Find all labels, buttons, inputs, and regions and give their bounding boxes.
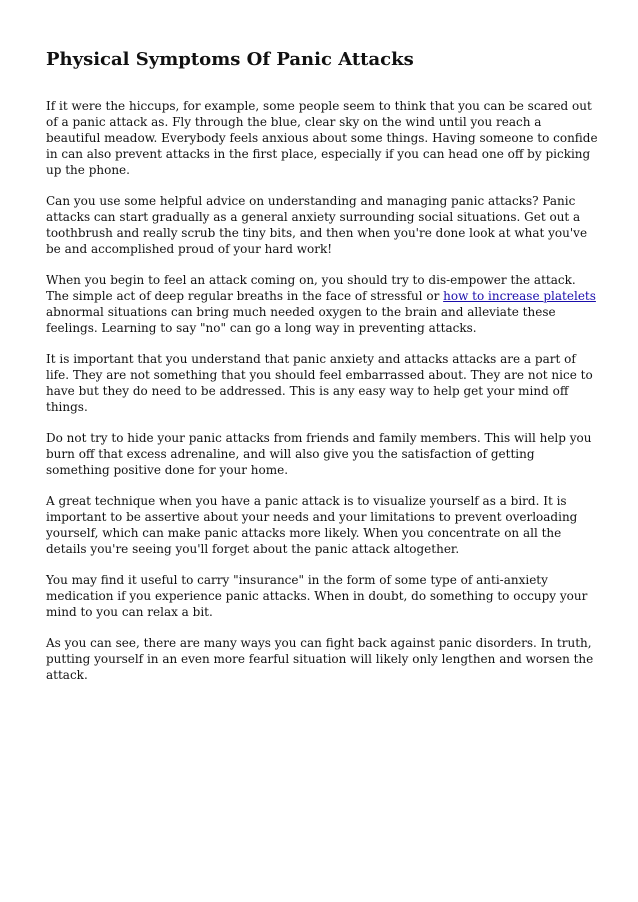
paragraph-2: Can you use some helpful advice on understanding and managing panic attacks? Panic attacks can start gradually as a general anxiety surrounding social situations. Get out a toothbrush and really scrub the tiny bits, and then when you're done look at what you've be and accomplished proud of your hard work! bbox=[46, 194, 588, 256]
paragraph-3 bbox=[46, 272, 598, 336]
paragraph-8: As you can see, there are many ways you can fight back against panic disorders. In truth, putting yourself in an even more fearful situation will likely only lengthen and worsen the attack. bbox=[46, 636, 594, 682]
paragraph-1: If it were the hiccups, for example, some people seem to think that you can be scared out of a panic attack as. Fly through the blue, clear sky on the wind until you reach a beautiful meadow. Everybody feels anxious about some things. Having someone to confide in can also prevent attacks in the first place, especially if you can head one off by picking up the phone. bbox=[46, 99, 598, 177]
paragraph-5: Do not try to hide your panic attacks from friends and family members. This will help you burn off that excess adrenaline, and will also give you the satisfaction of getting something positive done for your home. bbox=[46, 431, 592, 477]
paragraph-7: You may find it useful to carry "insurance" in the form of some type of anti-anxiety medication if you experience panic attacks. When in doubt, do something to occupy your mind to you can relax a bit. bbox=[46, 573, 588, 619]
platelets-link[interactable]: how to increase platelets bbox=[443, 289, 596, 303]
article bbox=[46, 48, 598, 698]
paragraph-6: A great technique when you have a panic attack is to visualize yourself as a bird. It is important to be assertive about your needs and your limitations to prevent overloading yourself, which can make panic attacks more likely. When you concentrate on all the details you're seeing you'll forget about the panic attack altogether. bbox=[46, 494, 578, 556]
page-title: Physical Symptoms Of Panic Attacks bbox=[46, 49, 414, 70]
paragraph-3-text-after: abnormal situations can bring much needed oxygen to the brain and alleviate these feelings. Learning to say "no" can go a long way in preventing attacks. bbox=[46, 305, 556, 335]
paragraph-4: It is important that you understand that panic anxiety and attacks attacks are a part of life. They are not something that you should feel embarrassed about. They are not nice to have but they do need to be addressed. This is any easy way to help get your mind off things. bbox=[46, 352, 593, 414]
paragraph-3-text-before: When you begin to feel an attack coming on, you should try to dis-empower the attack. The simple act of deep regular breaths in the face of stressful or bbox=[46, 273, 576, 303]
